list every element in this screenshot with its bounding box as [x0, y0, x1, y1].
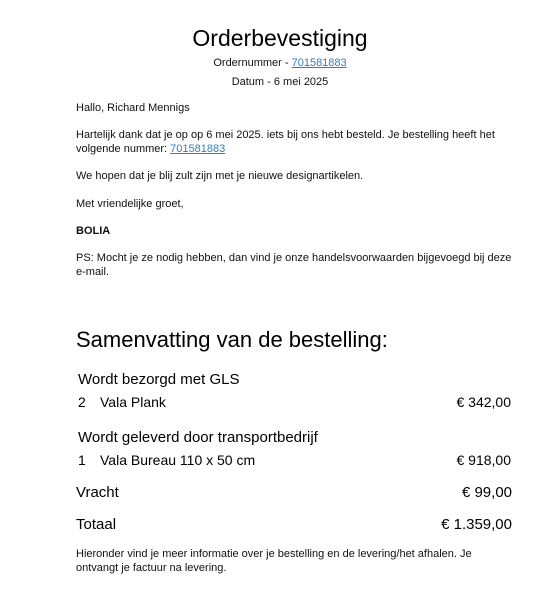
ps-paragraph: PS: Mocht je ze nodig hebben, dan vind je onze handelsvoorwaarden bijgevoegd bij deze e-mail. [76, 252, 512, 278]
freight-row [76, 484, 512, 502]
thanks-text: Hartelijk dank dat je op op 6 mei 2025. iets bij ons hebt besteld. Je bestelling heeft het volgende nummer: [76, 129, 495, 155]
order-number-line [0, 56, 560, 70]
item-quantity: 1 [78, 452, 86, 468]
order-number-link[interactable]: 701581883 [291, 57, 347, 69]
greeting-text: Hallo, Richard Mennigs [76, 102, 190, 114]
order-date: Datum - 6 mei 2025 [231, 76, 329, 88]
thanks-order-number-link[interactable]: 701581883 [170, 143, 226, 155]
total-label: Totaal [76, 516, 117, 533]
item-name: Vala Bureau 110 x 50 cm [100, 452, 256, 468]
total-row [76, 516, 512, 534]
footer-paragraph: Hieronder vind je meer informatie over je bestelling en de levering/het afhalen. Je ontvangt je factuur na levering. [76, 548, 472, 574]
order-number-label: Ordernummer - [213, 57, 292, 69]
total-amount: € 1.359,00 [441, 516, 512, 533]
freight-amount: € 99,00 [461, 484, 512, 501]
item-quantity: 2 [78, 394, 86, 410]
item-name: Vala Plank [100, 394, 166, 410]
hope-paragraph: We hopen dat je blij zult zijn met je nieuwe designartikelen. [76, 170, 364, 182]
summary-title: Samenvatting van de bestelling: [76, 327, 388, 352]
item-price: € 342,00 [456, 394, 511, 410]
item-price: € 918,00 [456, 452, 511, 468]
brand-signature: BOLIA [76, 225, 111, 237]
order-item-row [78, 451, 511, 469]
shipping-group-title: Wordt bezorgd met GLS [78, 371, 240, 388]
freight-label: Vracht [76, 484, 119, 501]
shipping-group-title: Wordt geleverd door transportbedrijf [78, 429, 318, 446]
page-title: Orderbevestiging [192, 25, 368, 51]
order-item-row [78, 393, 511, 411]
thanks-paragraph [76, 128, 516, 156]
regards-text: Met vriendelijke groet, [76, 198, 184, 210]
